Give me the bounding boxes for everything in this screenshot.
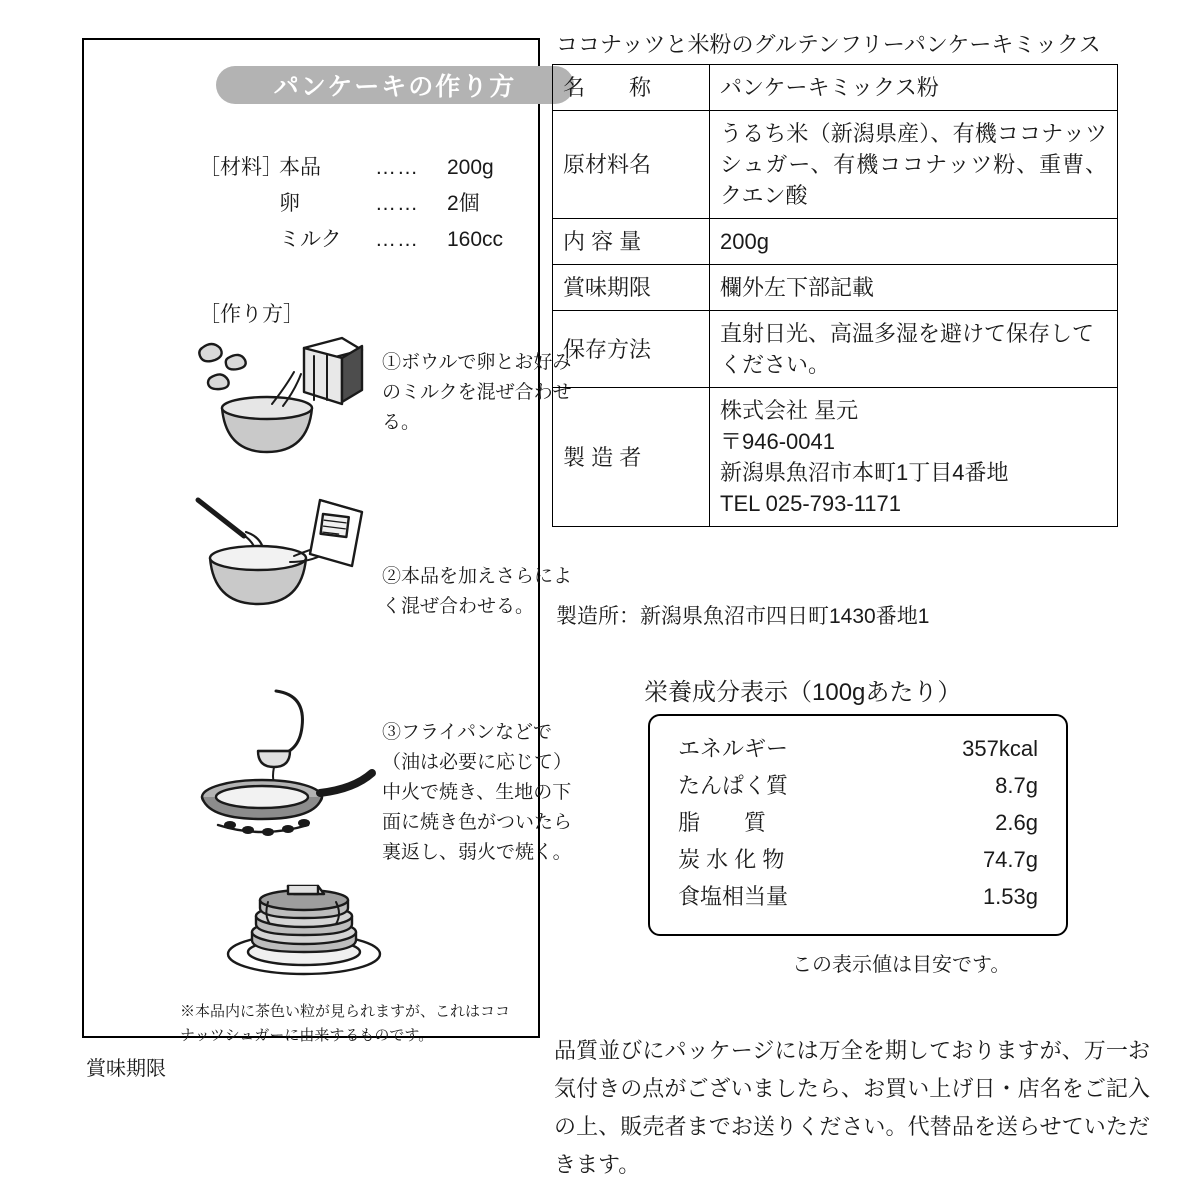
step-2-text: ②本品を加えさらによく混ぜ合わせる。 <box>382 566 573 617</box>
table-row <box>553 111 1118 219</box>
ingredients-label: ［材料］ <box>199 156 283 179</box>
maker-line: TEL 025-793-1171 <box>720 491 902 516</box>
maker-line: 〒946-0041 <box>720 429 835 454</box>
bowl-and-milk-illustration <box>184 336 374 466</box>
recipe-title: パンケーキの作り方 <box>273 73 517 101</box>
maker-line: 株式会社 星元 <box>720 398 859 423</box>
info-key: 内 容 量 <box>553 219 710 265</box>
ingredient-name: 本品 <box>279 156 321 179</box>
expiry-date-label: 賞味期限 <box>86 1058 166 1080</box>
nutrition-row <box>678 804 1038 841</box>
nutrition-note: この表示値は目安です。 <box>792 954 1011 976</box>
step-3-text: ③フライパンなどで（油は必要に応じて）中火で焼き、生地の下面に焼き色がついたら裏返し、弱火で焼く。 <box>382 722 573 863</box>
ingredient-name: ミルク <box>279 228 342 251</box>
ingredient-amount: 2個 <box>447 192 480 215</box>
nutrition-row <box>678 767 1038 804</box>
info-key: 原材料名 <box>553 111 710 219</box>
ingredient-name: 卵 <box>279 192 300 215</box>
nutrition-label: 食塩相当量 <box>678 884 789 909</box>
ingredients-block <box>199 150 503 258</box>
nutrition-value: 1.53g <box>982 884 1038 909</box>
nutrition-row <box>678 730 1038 767</box>
howto-label: ［作り方］ <box>199 303 304 326</box>
ingredient-amount: 200g <box>447 156 494 179</box>
recipe-title-banner <box>216 66 574 104</box>
maker-key: 製 造 者 <box>553 388 710 527</box>
table-row <box>553 311 1118 388</box>
table-row <box>553 65 1118 111</box>
ingredient-dots: …… <box>375 156 419 179</box>
table-row-maker <box>553 388 1118 527</box>
nutrition-value: 74.7g <box>982 847 1038 872</box>
nutrition-table <box>678 730 1038 915</box>
nutrition-row <box>678 841 1038 878</box>
info-value: 直射日光、高温多湿を避けて保存してください。 <box>710 311 1118 388</box>
pancake-stack-illustration <box>212 866 402 981</box>
table-row <box>553 265 1118 311</box>
nutrition-label: 炭 水 化 物 <box>678 847 785 872</box>
maker-value <box>710 388 1118 527</box>
maker-line: 新潟県魚沼市本町1丁目4番地 <box>720 460 1009 485</box>
bowl-whisk-and-mix-pack-illustration <box>184 492 384 622</box>
quality-disclaimer: 品質並びにパッケージには万全を期しておりますが、万一お気付きの点がございましたら、お買い上げ日・店名をご記入の上、販売者までお送りください。代替品を送らせていただきます。 <box>554 1038 1150 1177</box>
brown-specks-note: ※本品内に茶色い粒が見られますが、これはココナッツシュガーに由来するものです。 <box>180 1003 511 1044</box>
nutrition-label: 脂 質 <box>678 810 767 835</box>
nutrition-label: エネルギー <box>678 736 789 761</box>
ingredient-row <box>199 186 503 222</box>
nutrition-value: 8.7g <box>995 773 1038 798</box>
table-row <box>553 219 1118 265</box>
info-value: 200g <box>710 219 1118 265</box>
frying-pan-illustration <box>184 685 384 845</box>
info-value: 欄外左下部記載 <box>710 265 1118 311</box>
product-info-table <box>552 64 1118 527</box>
recipe-panel <box>82 38 573 1044</box>
nutrition-label: たんぱく質 <box>678 773 789 798</box>
ingredient-dots: …… <box>375 228 419 251</box>
nutrition-row <box>678 878 1038 915</box>
ingredient-dots: …… <box>375 192 419 215</box>
info-key: 保存方法 <box>553 311 710 388</box>
info-value: パンケーキミックス粉 <box>710 65 1118 111</box>
nutrition-title: 栄養成分表示（100gあたり） <box>644 679 962 706</box>
info-key: 賞味期限 <box>553 265 710 311</box>
step-1-text: ①ボウルで卵とお好みのミルクを混ぜ合わせる。 <box>382 352 572 433</box>
info-key: 名 称 <box>553 65 710 111</box>
ingredient-row <box>199 222 503 258</box>
ingredient-row <box>199 150 503 186</box>
info-value: うるち米（新潟県産）、有機ココナッツシュガー、有機ココナッツ粉、重曹、クエン酸 <box>710 111 1118 219</box>
nutrition-value: 357kcal <box>962 736 1038 761</box>
product-name: ココナッツと米粉のグルテンフリーパンケーキミックス <box>556 32 1101 57</box>
nutrition-value: 2.6g <box>995 810 1038 835</box>
label-info-panel <box>552 0 1172 1200</box>
nutrition-table-box <box>648 714 1068 936</box>
ingredient-amount: 160cc <box>447 228 504 251</box>
factory-address: 製造所：新潟県魚沼市四日町1430番地1 <box>556 605 930 628</box>
